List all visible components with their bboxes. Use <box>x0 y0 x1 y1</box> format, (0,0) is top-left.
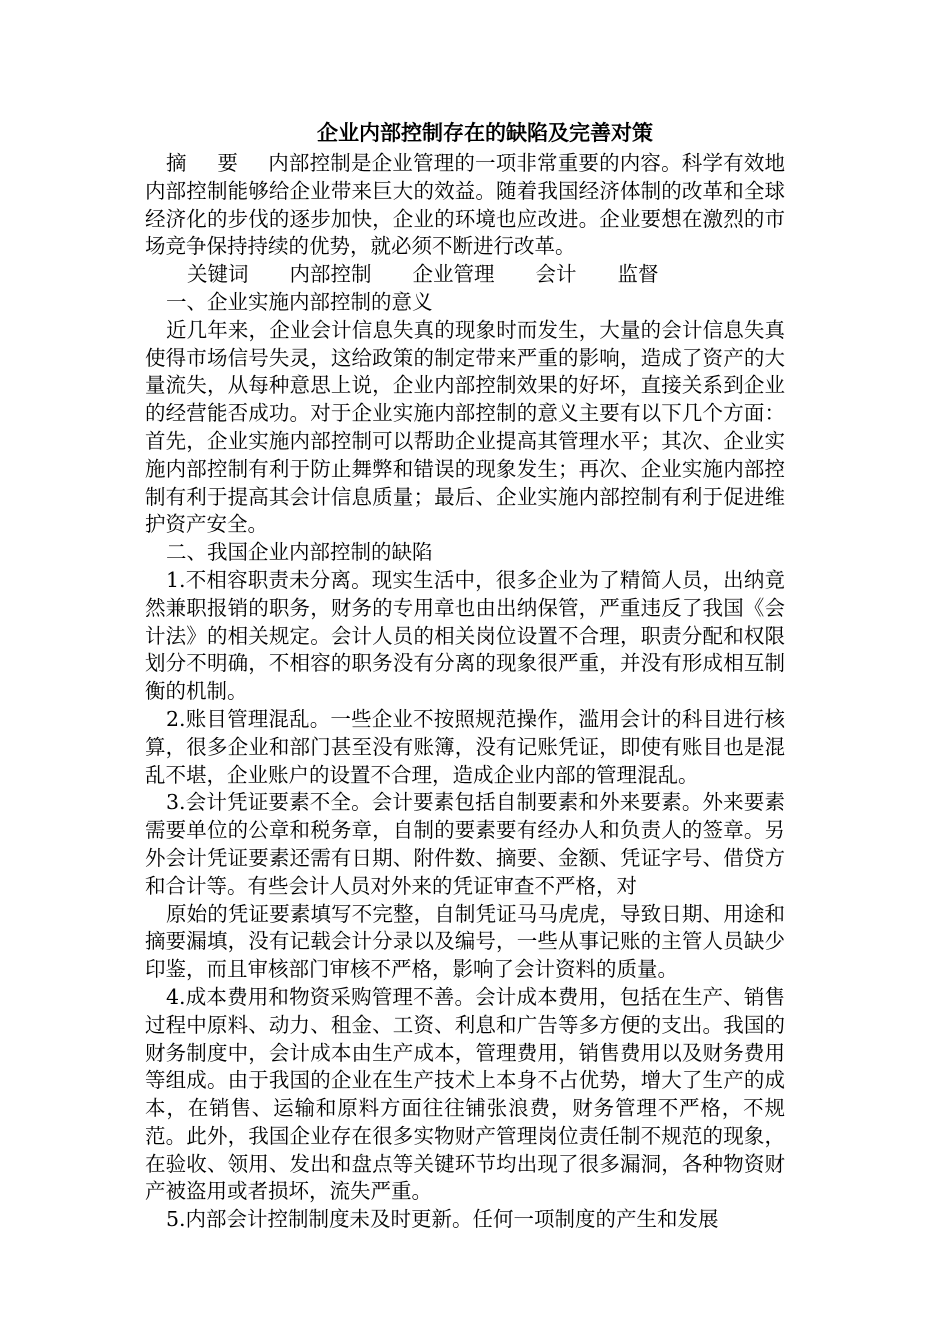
section-2-item-2: 2.账目管理混乱。一些企业不按照规范操作，滥用会计的科目进行核算，很多企业和部门甚至没有账簿，没有记账凭证，即使有账目也是混乱不堪，企业账户的设置不合理，造成企业内部的管理混乱。 <box>145 706 785 787</box>
document-page <box>145 118 785 1234</box>
keyword-item: 会计 <box>535 262 577 287</box>
keyword-item: 监督 <box>617 262 659 287</box>
section-2-item-1: 1.不相容职责未分离。现实生活中，很多企业为了精简人员，出纳竟然兼职报销的职务，财务的专用章也由出纳保管，严重违反了我国《会计法》的相关规定。会计人员的相关岗位设置不合理，职责分配和权限划分不明确，不相容的职务没有分离的现象很严重，并没有形成相互制衡的机制。 <box>145 567 785 704</box>
abstract-paragraph <box>145 150 785 261</box>
section-2-heading: 二、我国企业内部控制的缺陷 <box>166 540 433 565</box>
section-1-heading: 一、企业实施内部控制的意义 <box>166 289 433 314</box>
section-2-item-5: 5.内部会计控制制度未及时更新。任何一项制度的产生和发展 <box>166 1207 719 1232</box>
keywords-label: 关键词 <box>187 262 249 287</box>
abstract-text: 内部控制是企业管理的一项非常重要的内容。科学有效地内部控制能够给企业带来巨大的效益。随着我国经济体制的改革和全球经济化的步伐的逐步加快，企业的环境也应改进。企业要想在激烈的市场竞争保持持续的优势，就必须不断进行改革。 <box>145 151 785 259</box>
document-title: 企业内部控制存在的缺陷及完善对策 <box>317 120 653 145</box>
section-2-item-3-continued: 原始的凭证要素填写不完整，自制凭证马马虎虎，导致日期、用途和摘要漏填，没有记载会计分录以及编号，一些从事记账的主管人员缺少印鉴，而且审核部门审核不严格，影响了会计资料的质量。 <box>145 901 785 982</box>
abstract-label: 摘 要 <box>166 151 251 175</box>
section-2-item-4: 4.成本费用和物资采购管理不善。会计成本费用，包括在生产、销售过程中原料、动力、租金、工资、利息和广告等多方便的支出。我国的财务制度中，会计成本由生产成本，管理费用，销售费用以及财务费用等组成。由于我国的企业在生产技术上本身不占优势，增大了生产的成本，在销售、运输和原料方面往往铺张浪费，财务管理不严格，不规范。此外，我国企业存在很多实物财产管理岗位责任制不规范的现象，在验收、领用、发出和盘点等关键环节均出现了很多漏洞，各种物资财产被盗用或者损坏，流失严重。 <box>145 984 785 1204</box>
section-2-item-3: 3.会计凭证要素不全。会计要素包括自制要素和外来要素。外来要素需要单位的公章和税务章，自制的要素要有经办人和负责人的签章。另外会计凭证要素还需有日期、附件数、摘要、金额、凭证字号、借贷方和合计等。有些会计人员对外来的凭证审查不严格，对 <box>145 790 785 898</box>
keyword-item: 内部控制 <box>289 262 372 287</box>
keyword-item: 企业管理 <box>412 262 495 287</box>
section-1-paragraph: 近几年来，企业会计信息失真的现象时而发生，大量的会计信息失真使得市场信号失灵，这给政策的制定带来严重的影响，造成了资产的大量流失，从每种意思上说，企业内部控制效果的好坏，直接关系到企业的经营能否成功。对于企业实施内部控制的意义主要有以下几个方面：首先，企业实施内部控制可以帮助企业提高其管理水平；其次、企业实施内部控制有利于防止舞弊和错误的现象发生；再次、企业实施内部控制有利于提高其会计信息质量；最后、企业实施内部控制有利于促进维护资产安全。 <box>145 317 785 537</box>
keywords-line <box>145 261 785 289</box>
